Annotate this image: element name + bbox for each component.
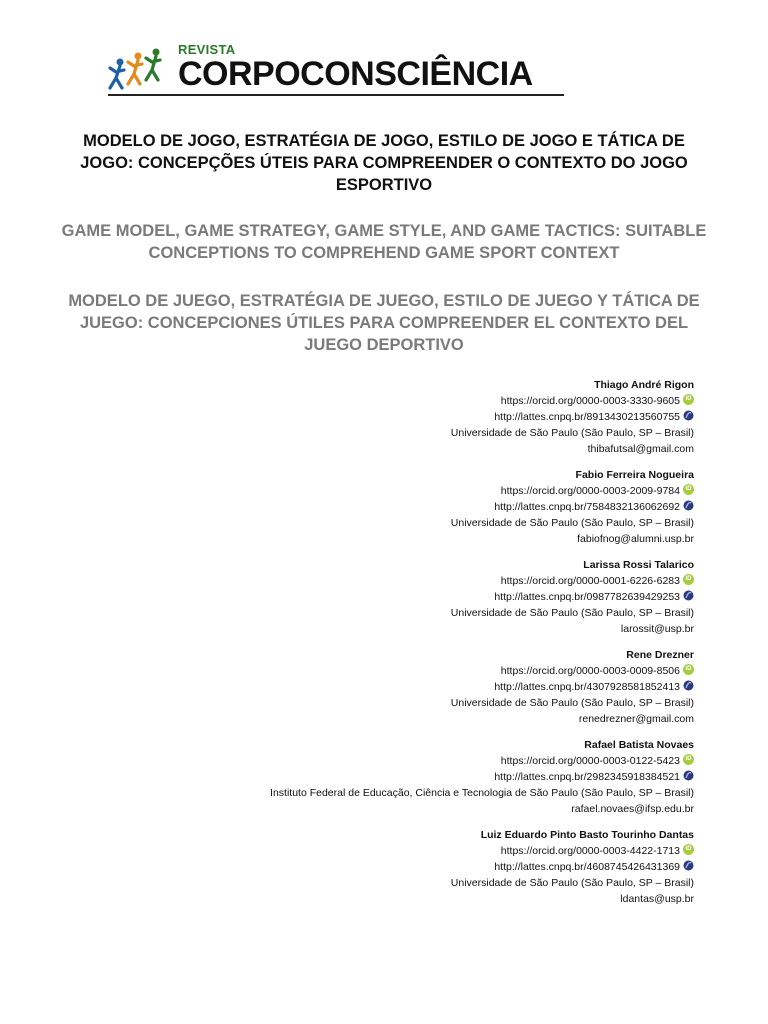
author-affiliation: Universidade de São Paulo (São Paulo, SP – Brasil) — [450, 427, 694, 439]
orcid-icon — [683, 844, 694, 855]
author-entry — [194, 467, 694, 547]
author-name: Luiz Eduardo Pinto Basto Tourinho Dantas — [480, 829, 694, 841]
author-affiliation: Instituto Federal de Educação, Ciência e Tecnologia de São Paulo (São Paulo, SP – Brasil) — [270, 787, 694, 799]
author-name: Larissa Rossi Talarico — [583, 559, 694, 571]
lattes-icon — [683, 860, 694, 871]
author-affiliation: Universidade de São Paulo (São Paulo, SP – Brasil) — [450, 697, 694, 709]
author-email[interactable]: thibafutsal@gmail.com — [587, 443, 694, 455]
lattes-icon — [683, 680, 694, 691]
orcid-link[interactable]: https://orcid.org/0000-0001-6226-6283 — [500, 575, 680, 587]
orcid-link[interactable]: https://orcid.org/0000-0003-0009-8506 — [500, 665, 680, 677]
lattes-link[interactable]: http://lattes.cnpq.br/2982345918384521 — [494, 771, 680, 783]
orcid-link[interactable]: https://orcid.org/0000-0003-0122-5423 — [500, 755, 680, 767]
author-name: Thiago André Rigon — [594, 379, 694, 391]
title-english: GAME MODEL, GAME STRATEGY, GAME STYLE, AND GAME TACTICS: SUITABLE CONCEPTIONS TO COMPREHEND GAME SPORT CONTEXT — [61, 222, 707, 262]
orcid-icon — [683, 394, 694, 405]
lattes-icon — [683, 770, 694, 781]
author-entry — [194, 557, 694, 637]
author-entry — [194, 827, 694, 907]
lattes-icon — [683, 590, 694, 601]
athletes-logo-icon — [108, 48, 178, 96]
lattes-link[interactable]: http://lattes.cnpq.br/7584832136062692 — [494, 501, 680, 513]
author-email[interactable]: ldantas@usp.br — [620, 893, 694, 905]
lattes-link[interactable]: http://lattes.cnpq.br/4608745426431369 — [494, 861, 680, 873]
lattes-icon — [683, 500, 694, 511]
author-email[interactable]: renedrezner@gmail.com — [578, 713, 694, 725]
orcid-icon — [683, 574, 694, 585]
title-spanish: MODELO DE JUEGO, ESTRATÉGIA DE JUEGO, ESTILO DE JUEGO Y TÁTICA DE JUEGO: CONCEPCIONES ÚTILES PARA COMPREENDER EL CONTEXTO DEL JUEGO DEPORTIVO — [68, 292, 700, 354]
orcid-link[interactable]: https://orcid.org/0000-0003-2009-9784 — [500, 485, 680, 497]
title-portuguese: MODELO DE JOGO, ESTRATÉGIA DE JOGO, ESTILO DE JOGO E TÁTICA DE JOGO: CONCEPÇÕES ÚTEIS PARA COMPREENDER O CONTEXTO DO JOGO ESPORTIVO — [80, 132, 688, 194]
orcid-icon — [683, 484, 694, 495]
journal-name: CORPOCONSCIÊNCIA — [178, 55, 533, 93]
author-email[interactable]: rafael.novaes@ifsp.edu.br — [571, 803, 694, 815]
logo-underline — [108, 94, 564, 96]
journal-revista-label: REVISTA — [178, 42, 236, 57]
author-email[interactable]: larossit@usp.br — [620, 623, 694, 635]
orcid-icon — [683, 664, 694, 675]
orcid-link[interactable]: https://orcid.org/0000-0003-4422-1713 — [500, 845, 680, 857]
lattes-link[interactable]: http://lattes.cnpq.br/0987782639429253 — [494, 591, 680, 603]
lattes-icon — [683, 410, 694, 421]
author-entry — [194, 647, 694, 727]
journal-logo — [108, 42, 566, 98]
author-list — [194, 377, 694, 917]
author-entry — [194, 377, 694, 457]
author-name: Rafael Batista Novaes — [584, 739, 694, 751]
author-entry — [194, 737, 694, 817]
orcid-link[interactable]: https://orcid.org/0000-0003-3330-9605 — [500, 395, 680, 407]
author-name: Fabio Ferreira Nogueira — [575, 469, 694, 481]
lattes-link[interactable]: http://lattes.cnpq.br/4307928581852413 — [494, 681, 680, 693]
author-affiliation: Universidade de São Paulo (São Paulo, SP – Brasil) — [450, 877, 694, 889]
author-name: Rene Drezner — [626, 649, 694, 661]
author-email[interactable]: fabiofnog@alumni.usp.br — [577, 533, 694, 545]
orcid-icon — [683, 754, 694, 765]
author-affiliation: Universidade de São Paulo (São Paulo, SP – Brasil) — [450, 607, 694, 619]
author-affiliation: Universidade de São Paulo (São Paulo, SP – Brasil) — [450, 517, 694, 529]
lattes-link[interactable]: http://lattes.cnpq.br/8913430213560755 — [494, 411, 680, 423]
